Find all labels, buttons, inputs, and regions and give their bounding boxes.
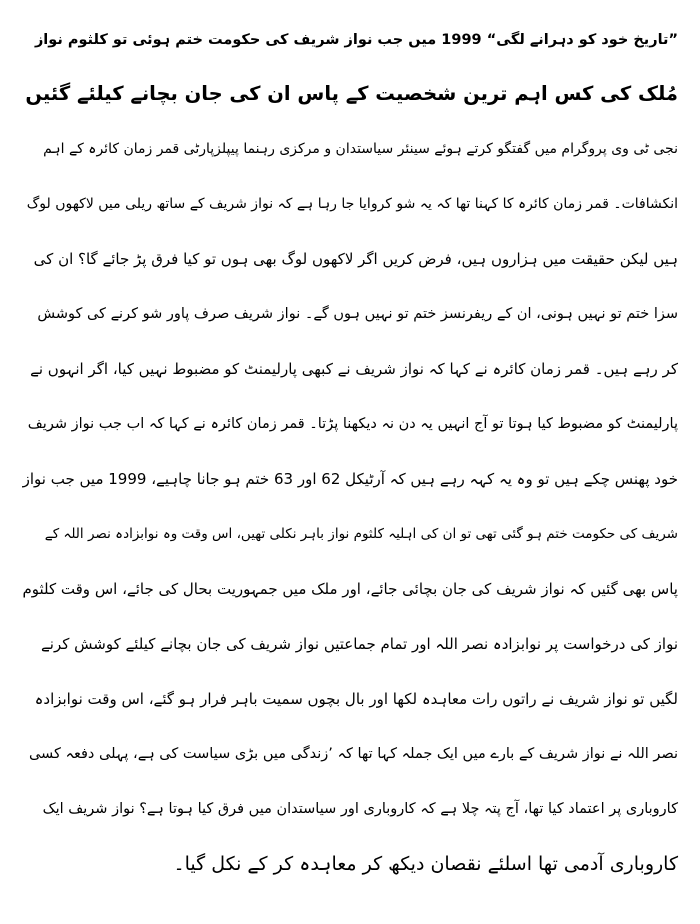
body-line: کاروباری پر اعتماد کیا تھا، آج پتہ چلا ہے کہ کاروباری اور سیاستدان میں فرق کیا ہوتا ہے؟ نواز شریف ایک [42,801,678,817]
headline-line: ”تاریخ خود کو دہرانے لگی“ 1999 میں جب نواز شریف کی حکومت ختم ہوئی تو کلثوم نواز [34,32,678,48]
article-body [22,122,678,892]
body-line: نواز کی درخواست پر نوابزادہ نصر اللہ اور تمام جماعتیں نواز شریف کی جان بچانے کیلئے کوشش کرنے [40,635,678,653]
body-line: کر رہے ہیں۔ قمر زمان کائرہ نے کہا کہ نواز شریف نے کبھی پارلیمنٹ کو مضبوط نہیں کیا، اگر انہوں نے [30,360,678,378]
body-line: پاس بھی گئیں کہ نواز شریف کی جان بچائی جائے، اور ملک میں جمہوریت بحال کی جائے، اس وقت کلثوم [22,580,678,598]
headline-line: مُلک کی کس اہم ترین شخصیت کے پاس ان کی جان بچانے کیلئے گئیں [25,82,678,105]
body-line: پارلیمنٹ کو مضبوط کیا ہوتا تو آج انہیں یہ دن نہ دیکھنا پڑتا۔ قمر زمان کائرہ نے کہا کہ اب جب نواز شریف [27,416,678,432]
article-headline [22,14,678,120]
body-line: خود پھنس چکے ہیں تو وہ یہ کہہ رہے ہیں کہ آرٹیکل 62 اور 63 ختم ہو جانا چاہیے، 1999 میں جب نواز [22,470,678,488]
body-line: نصر اللہ نے نواز شریف کے بارے میں ایک جملہ کہا تھا کہ ’زندگی میں بڑی سیاست کی ہے، پہلی دفعہ کسی [28,746,678,762]
body-line: سزا ختم تو نہیں ہونی، ان کے ریفرنسز ختم تو نہیں ہوں گے۔ نواز شریف صرف پاور شو کرنے کی کوشش [37,306,678,322]
body-line: نجی ٹی وی پروگرام میں گفتگو کرتے ہوئے سینئر سیاستدان و مرکزی رہنما پیپلزپارٹی قمر زمان کائرہ کے اہم [43,141,678,157]
body-line: کاروباری آدمی تھا اسلئے نقصان دیکھ کر معاہدہ کر کے نکل گیا۔ [173,853,678,875]
body-line: شریف کی حکومت ختم ہو گئی تھی تو ان کی اہلیہ کلثوم نواز باہر نکلی تھیں، اس وقت وہ نوابزادہ نصر اللہ کے [44,526,678,542]
body-line: انکشافات۔ قمر زمان کائرہ کا کہنا تھا کہ یہ شو کروایا جا رہا ہے کہ نواز شریف کے ساتھ ریلی میں لاکھوں لوگ [26,196,678,212]
body-line: لگیں تو نواز شریف نے راتوں رات معاہدہ لکھا اور بال بچوں سمیت باہر فرار ہو گئے، اس وقت نوابزادہ [34,690,678,708]
body-line: ہیں لیکن حقیقت میں ہزاروں ہیں، فرض کریں اگر لاکھوں لوگ بھی ہوں تو کیا فرق پڑ جائے گا؟ ان کی [33,250,678,268]
